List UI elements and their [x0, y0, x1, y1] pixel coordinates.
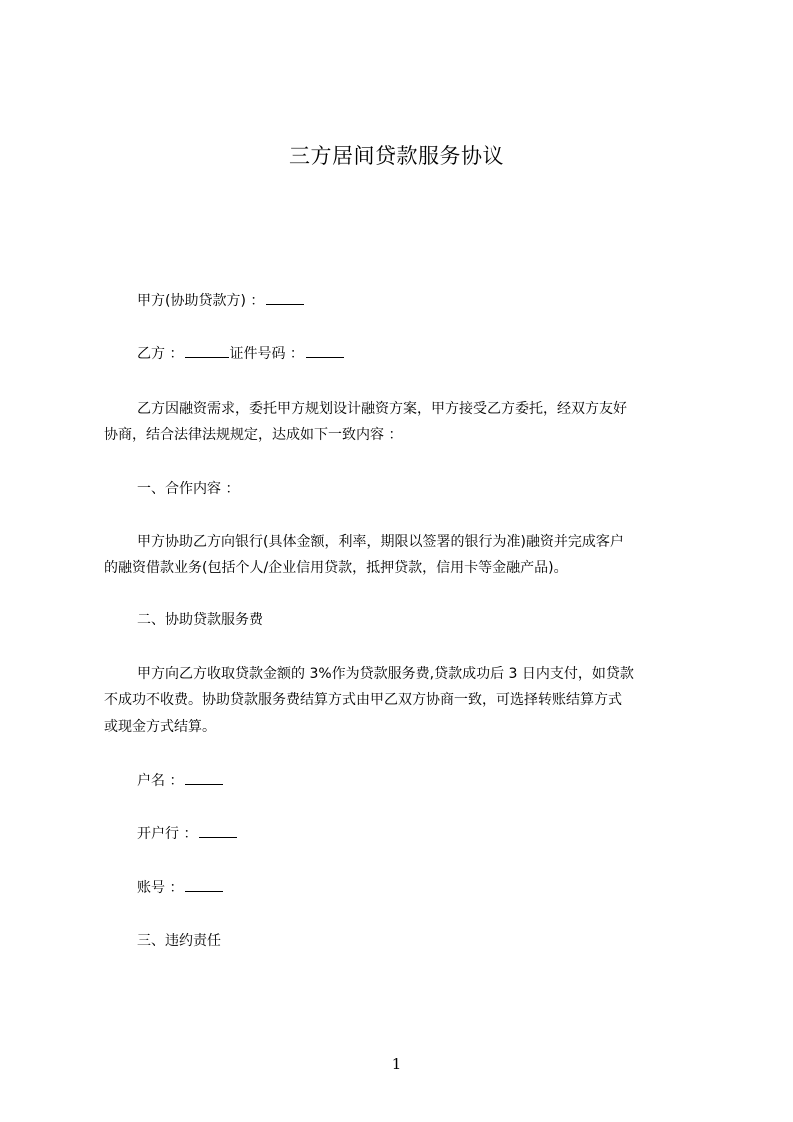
account-number-label: 账号 ：	[137, 880, 184, 896]
section-1-line-2: 的融资借款业务(包括个人/企业信用贷款，抵押贷款，信用卡等金融产品)。	[104, 560, 568, 576]
section-1-line-1: 甲方协助乙方向银行(具体金额，利率，期限以签署的银行为准)融资并完成客户	[137, 534, 624, 550]
party-a-line	[104, 288, 304, 314]
section-2-line-1: 甲方向乙方收取贷款金额的 3%作为贷款服务费,贷款成功后 3 日内支付，如贷款	[137, 666, 634, 682]
section-2-line-3: 或现金方式结算。	[104, 719, 216, 735]
section-3-heading: 三、违约责任	[137, 933, 221, 949]
party-b-line	[104, 341, 344, 367]
page-number: 1	[391, 1055, 402, 1073]
party-b-label: 乙方 ：	[137, 346, 184, 362]
bank-label: 开户行 ：	[137, 826, 198, 842]
section-1-heading: 一、合作内容 ：	[137, 481, 240, 497]
account-name-line	[104, 768, 223, 794]
id-number-blank[interactable]	[306, 343, 344, 358]
party-a-label: 甲方(协助贷款方) ：	[137, 293, 265, 309]
intro-line-2: 协商，结合法律法规规定，达成如下一致内容 ：	[104, 427, 403, 443]
bank-line	[104, 821, 237, 847]
party-b-blank[interactable]	[185, 343, 229, 358]
account-number-blank[interactable]	[185, 877, 223, 892]
party-a-blank[interactable]	[266, 290, 304, 305]
id-number-label: 证件号码 ：	[229, 346, 304, 362]
account-name-blank[interactable]	[185, 770, 223, 785]
intro-line-1: 乙方因融资需求，委托甲方规划设计融资方案，甲方接受乙方委托，经双方友好	[137, 401, 627, 417]
section-2-heading: 二、协助贷款服务费	[137, 612, 263, 628]
account-number-line	[104, 875, 223, 901]
bank-blank[interactable]	[199, 823, 237, 838]
document-title: 三方居间贷款服务协议	[289, 144, 504, 168]
section-2-line-2: 不成功不收费。协助贷款服务费结算方式由甲乙双方协商一致，可选择转账结算方式	[104, 692, 622, 708]
account-name-label: 户名 ：	[137, 773, 184, 789]
